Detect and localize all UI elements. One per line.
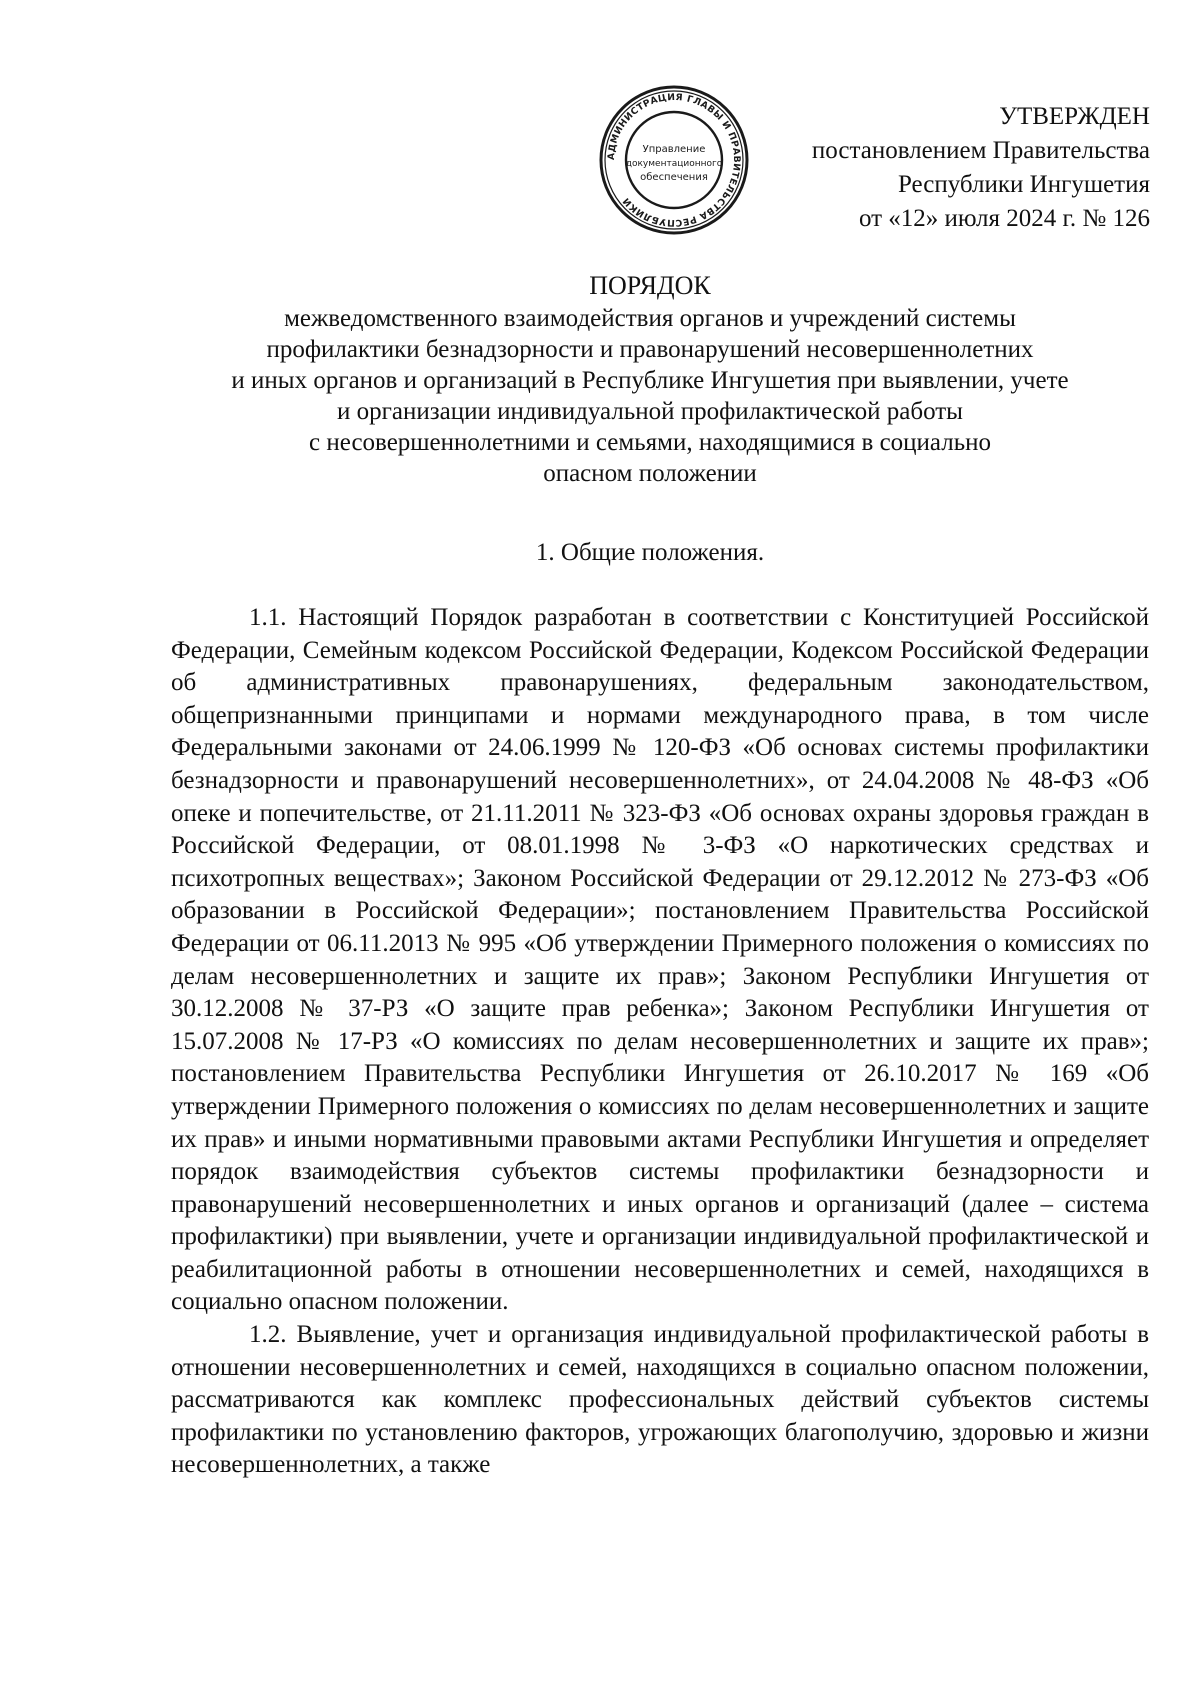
title-line: профилактики безнадзорности и правонарушений несовершеннолетних <box>266 336 1034 363</box>
paragraph-1-2: 1.2. Выявление, учет и организация индивидуальной профилактической работы в отношении несовершеннолетних и семей, находящихся в социально опасном положении, рассматриваются как комплекс профессиональных действий субъектов системы профилактики по установлению факторов, угрожающих благополучию, здоровью и жизни несовершеннолетних, а также <box>171 1321 1149 1479</box>
title-line: опасном положении <box>543 460 757 487</box>
approval-line-date: от «12» июля 2024 г. № 126 <box>858 205 1150 232</box>
approval-block <box>720 100 1150 236</box>
stamp-ring-text: АДМИНИСТРАЦИЯ ГЛАВЫ И ПРАВИТЕЛЬСТВА РЕСПУБЛИКИ <box>605 91 743 229</box>
document-title: ПОРЯДОК <box>589 271 711 300</box>
title-line: с несовершеннолетними и семьями, находящимися в социально <box>309 429 991 456</box>
title-line: и иных органов и организаций в Республике Ингушетия при выявлении, учете <box>231 367 1069 394</box>
approval-heading: УТВЕРЖДЕН <box>999 103 1150 130</box>
paragraph-1-1: 1.1. Настоящий Порядок разработан в соответствии с Конституцией Российской Федерации, Семейным кодексом Российской Федерации, Кодексом Российской Федерации об административных правонарушениях, федеральным законодательством, общепризнанными принципами и нормами международного права, в том числе Федеральными законами от 24.06.1999 № 120-ФЗ «Об основах системы профилактики безнадзорности и правонарушений несовершеннолетних», от 24.04.2008 № 48-ФЗ «Об опеке и попечительстве, от 21.11.2011 № 323-ФЗ «Об основах охраны здоровья граждан в Российской Федерации, от 08.01.1998 № 3-ФЗ «О наркотических средствах и психотропных веществах»; Законом Российской Федерации от 29.12.2012 № 273-ФЗ «Об образовании в Российской Федерации»; постановлением Правительства Российской Федерации от 06.11.2013 № 995 «Об утверждении Примерного положения о комиссиях по делам несовершеннолетних и защите их прав»; Законом Республики Ингушетия от 30.12.2008 № 37-РЗ «О защите прав ребенка»; Законом Республики Ингушетия от 15.07.2008 № 17-РЗ «О комиссиях по делам несовершеннолетних и защите их прав»; постановлением Правительства Республики Ингушетия от 26.10.2017 № 169 «Об утверждении Примерного положения о комиссиях по делам несовершеннолетних и защите их прав» и иными нормативными правовыми актами Республики Ингушетия и определяет порядок взаимодействия субъектов системы профилактики безнадзорности и правонарушений несовершеннолетних и иных органов и организаций (далее – система профилактики) при выявлении, учете и организации индивидуальной профилактической и реабилитационной работы в отношении несовершеннолетних и семей, находящихся в социально опасном положении. <box>171 604 1149 1316</box>
approval-line-decree: постановлением Правительства <box>811 137 1150 164</box>
stamp-center-line-2: документационного <box>625 159 723 169</box>
approval-line-republic: Республики Ингушетия <box>897 171 1150 198</box>
document-body <box>171 602 1149 1482</box>
stamp-center-line-1: Управление <box>642 144 706 155</box>
document-title-block <box>150 270 1150 489</box>
title-line: и организации индивидуальной профилактической работы <box>337 398 963 425</box>
title-line: межведомственного взаимодействия органов и учреждений системы <box>284 305 1016 332</box>
section-heading: 1. Общие положения. <box>535 539 765 566</box>
stamp-center-line-3: обеспечения <box>640 172 708 183</box>
